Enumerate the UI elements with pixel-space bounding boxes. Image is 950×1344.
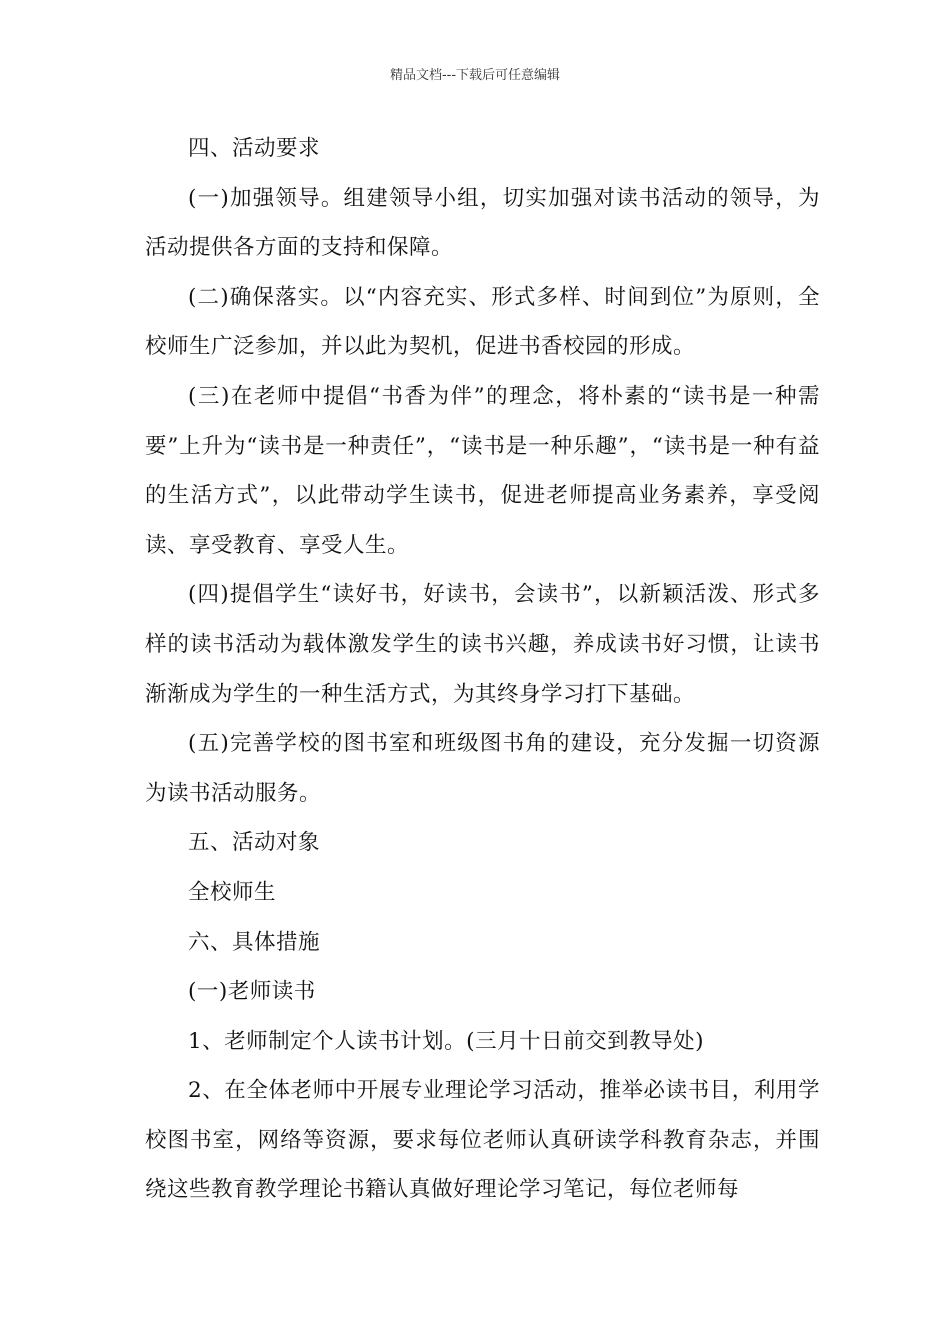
paragraph-target: 全校师生 xyxy=(188,879,277,905)
section-heading-requirements: 四、活动要求 xyxy=(188,136,321,161)
paragraph-student-reading: (四)提倡学生“读好书，好读书，会读书”，以新颖活泼、形式多样的读书活动为载体激发学生的读书兴趣，养成读书好习惯，让读书渐渐成为学生的一种生活方式，为其终身学习打下基础。 xyxy=(145,582,820,707)
section-heading-target: 五、活动对象 xyxy=(188,830,321,856)
list-item-2: 2、在全体老师中开展专业理论学习活动，推举必读书目，利用学校图书室，网络等资源，要求每位老师认真研读学科教育杂志，并围绕这些教育教学理论书籍认真做好理论学习笔记，每位老师每 xyxy=(145,1078,820,1203)
paragraph-implementation: (二)确保落实。以“内容充实、形式多样、时间到位”为原则，全校师生广泛参加，并以此为契机，促进书香校园的形成。 xyxy=(145,284,820,360)
list-item-1: 1、老师制定个人读书计划。(三月十日前交到教导处) xyxy=(188,1028,704,1054)
page-header: 精品文档---下载后可任意编辑 xyxy=(389,68,561,83)
paragraph-leadership: (一)加强领导。组建领导小组，切实加强对读书活动的领导，为活动提供各方面的支持和保障。 xyxy=(145,185,820,261)
document-body xyxy=(145,124,820,1215)
paragraph-library: (五)完善学校的图书室和班级图书角的建设，充分发掘一切资源为读书活动服务。 xyxy=(145,731,820,806)
paragraph-teacher-reading: (三)在老师中提倡“书香为伴”的理念，将朴素的“读书是一种需要”上升为“读书是一种责任”，“读书是一种乐趣”，“读书是一种有益的生活方式”，以此带动学生读书，促进老师提高业务素养，享受阅读、享受教育、享受人生。 xyxy=(145,383,820,558)
section-heading-measures: 六、具体措施 xyxy=(188,929,321,955)
subheading-teacher-reading: (一)老师读书 xyxy=(188,979,316,1005)
